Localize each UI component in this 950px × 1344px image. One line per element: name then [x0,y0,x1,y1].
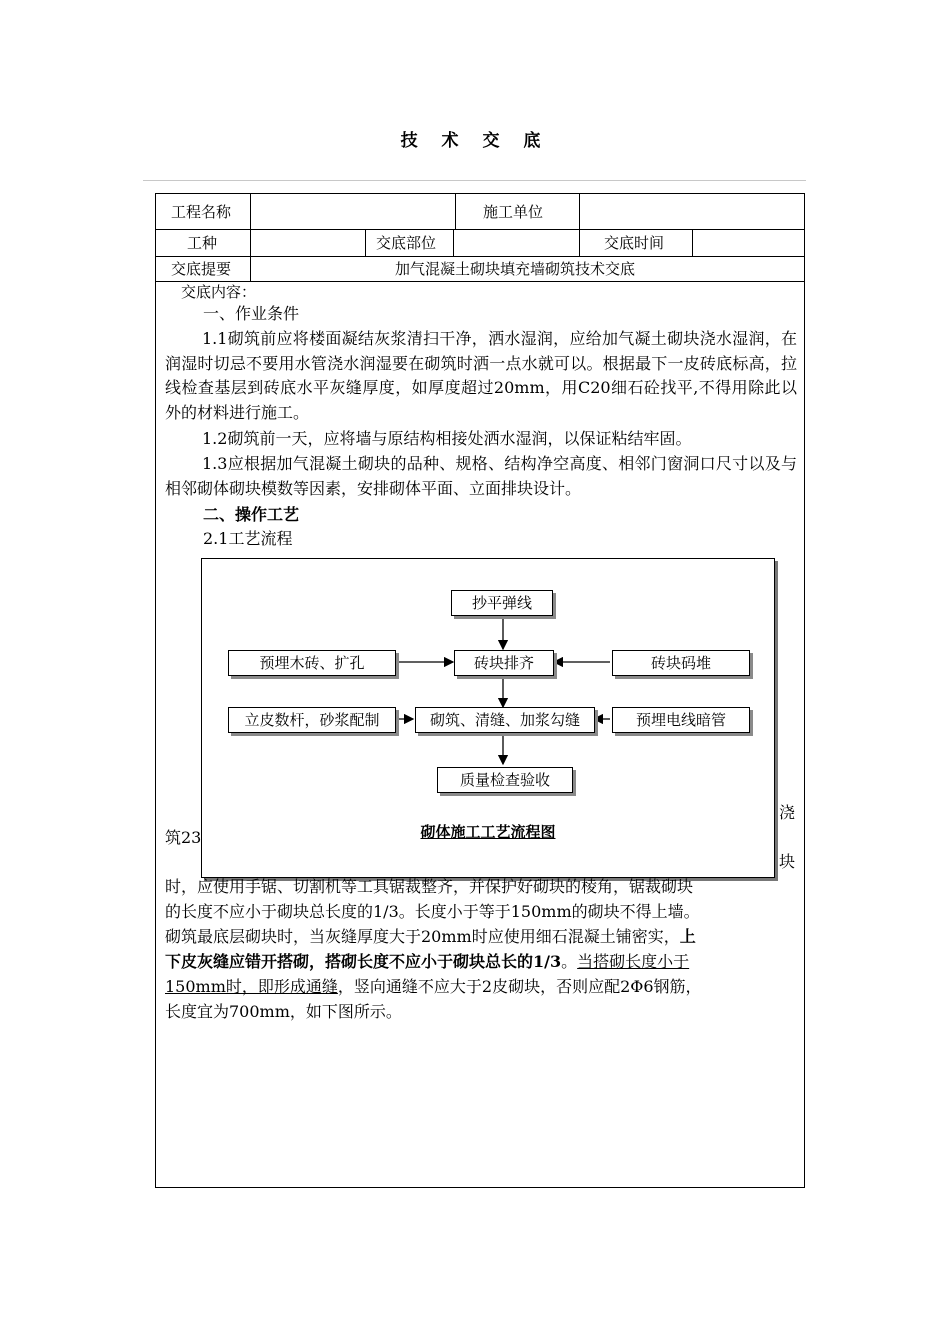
construction-unit-value[interactable] [582,203,802,221]
body-line: 时，应使用手锯、切割机等工具锯裁整齐，并保护好砌块的棱角，锯裁砌块 [165,877,694,896]
flow-step-right1: 砖块码堆 [612,650,750,676]
paragraph-1-1: 1.1砌筑前应将楼面凝结灰浆清扫干净，洒水湿润，应给加气凝土砌块浇水湿润，在润湿时切忌不要用水管浇水润湿要在砌筑时洒一点水就可以。根据最下一皮砖底标高，拉线检查基层到砖底水平灰缝厚度，如厚度超过20mm，用C20细石砼找平,不得用除此以外的材料进行施工。 [165,329,797,422]
text-fragment: 浇 [779,803,796,822]
body-text: 。 [561,952,578,971]
body-text-bold: 下皮灰缝应错开搭砌，搭砌长度不应小于砌块总长的1/3 [165,952,562,971]
table-rule [365,229,366,256]
text-fragment: 筑23 [165,828,202,847]
body-text-underlined: 150mm时，即形成通缝 [165,977,338,996]
body-text-bold: 上 [679,927,696,946]
table-rule [579,193,580,256]
flow-step-left1: 预埋木砖、扩孔 [228,650,396,676]
summary-value: 加气混凝土砌块填充墙砌筑技术交底 [395,260,636,278]
table-rule [455,193,456,229]
flow-step-center2: 砌筑、清缝、加浆勾缝 [415,707,595,733]
flow-step-right2: 预埋电线暗管 [612,707,750,733]
content-label: 交底内容： [181,283,257,301]
body-line [165,950,689,974]
project-name-value[interactable] [252,203,452,221]
flow-step-end: 质量检查验收 [437,767,573,793]
trade-label: 工种 [187,234,218,252]
section1-heading: 一、作业条件 [203,304,300,323]
table-rule [250,193,251,281]
table-rule [155,281,805,282]
process-flowchart [201,558,775,878]
text-fragment: 块 [779,852,796,871]
table-rule [453,229,454,256]
flow-step-left2: 立皮数杆，砂浆配制 [228,707,396,733]
document-title: 技 术 交 底 [400,131,550,151]
section2-heading: 二、操作工艺 [203,505,300,524]
table-rule [155,229,805,230]
body-text: 砌筑最底层砌块时，当灰缝厚度大于20mm时应使用细石混凝土铺密实， [165,927,680,946]
table-rule [692,229,693,256]
flow-step-center1: 砖块排齐 [454,650,554,676]
process-flow-subheading: 2.1工艺流程 [203,529,293,548]
time-label: 交底时间 [604,234,665,252]
construction-unit-label: 施工单位 [483,203,544,221]
summary-label: 交底提要 [171,260,232,278]
flowchart-caption: 砌体施工工艺流程图 [420,823,556,841]
body-line: 的长度不应小于砌块总长度的1/3。长度小于等于150mm的砌块不得上墙。 [165,902,700,921]
body-line [165,925,696,949]
body-line [165,975,702,999]
project-name-label: 工程名称 [171,203,232,221]
header-divider [143,180,806,181]
flow-step-start: 抄平弹线 [451,590,553,616]
body-text: ，竖向通缝不应大于2皮砌块，否则应配2Φ6钢筋， [337,977,702,996]
paragraph-1-3: 1.3应根据加气混凝土砌块的品种、规格、结构净空高度、相邻门窗洞口尺寸以及与相邻砌体砌块模数等因素，安排砌体平面、立面排块设计。 [165,454,797,498]
paragraph-1-2: 1.2砌筑前一天，应将墙与原结构相接处洒水湿润，以保证粘结牢固。 [202,429,692,448]
location-label: 交底部位 [376,234,437,252]
table-rule [155,256,805,257]
body-text-underlined: 当搭砌长度小于 [577,952,690,971]
body-line: 长度宜为700mm，如下图所示。 [165,1002,402,1021]
